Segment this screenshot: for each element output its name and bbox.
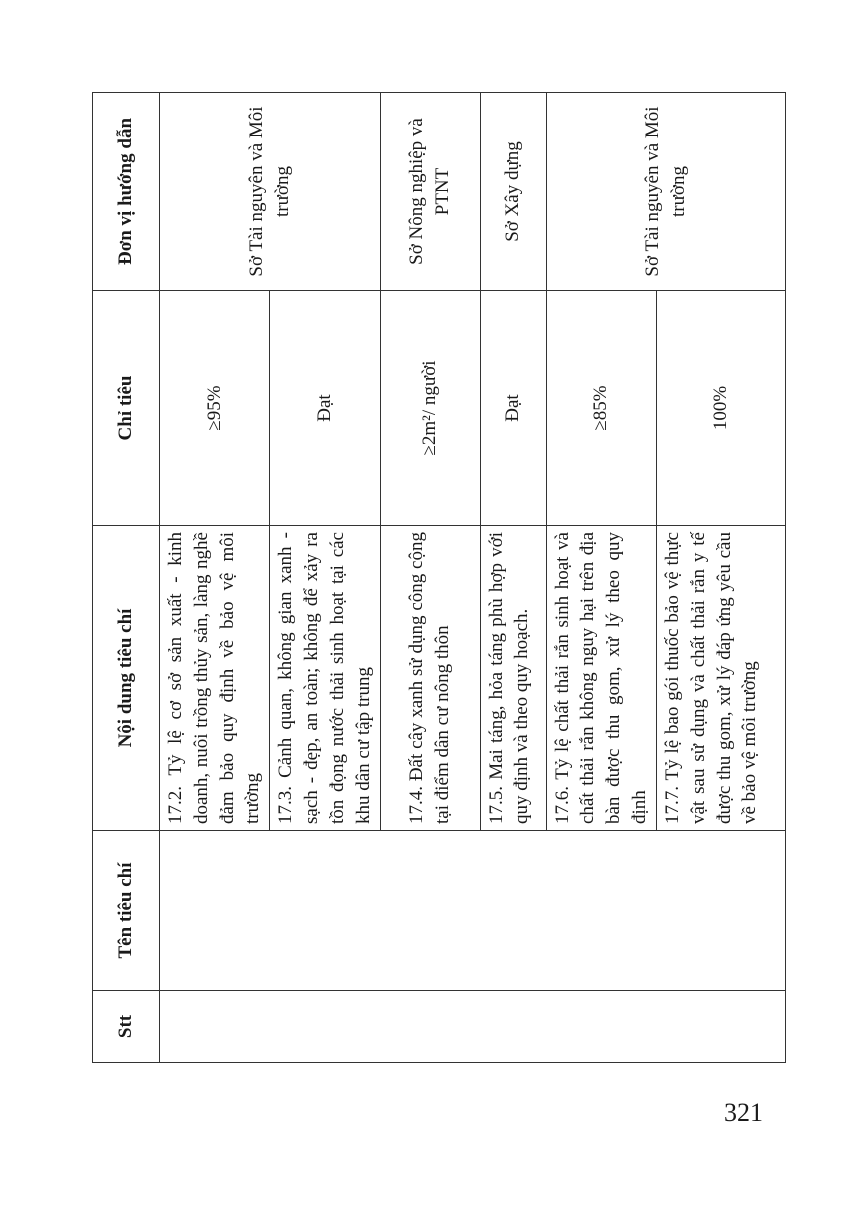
target-cell: ≥2m²/ người <box>380 291 480 526</box>
unit-cell: Sở Nông nghiệp và PTNT <box>380 93 480 291</box>
target-cell: ≥85% <box>546 291 656 526</box>
content-cell: 17.5. Mai táng, hỏa táng phù hợp với quy định và theo quy hoạch. <box>480 526 546 831</box>
unit-cell: Sở Tài nguyên và Môi trường <box>160 93 381 291</box>
header-criteria-content: Nội dung tiêu chí <box>93 526 160 831</box>
rotated-table-area <box>92 93 761 1063</box>
header-target: Chỉ tiêu <box>93 291 160 526</box>
table-row <box>160 93 270 1063</box>
stt-cell <box>160 991 786 1063</box>
target-cell: ≥95% <box>160 291 270 526</box>
content-cell: 17.6. Tỷ lệ chất thải rắn sinh hoạt và chất thải rắn không nguy hại trên địa bàn được thu gom, xử lý theo quy định <box>546 526 656 831</box>
page-number: 321 <box>724 1098 763 1127</box>
unit-cell: Sở Xây dựng <box>480 93 546 291</box>
criteria-name-cell <box>160 831 786 991</box>
header-guiding-unit: Đơn vị hướng dẫn <box>93 93 160 291</box>
target-cell: 100% <box>656 291 785 526</box>
target-cell: Đạt <box>270 291 380 526</box>
header-criteria-name: Tên tiêu chí <box>93 831 160 991</box>
content-cell: 17.3. Cảnh quan, không gian xanh - sạch - đẹp, an toàn; không để xảy ra tồn đọng nước thải sinh hoạt tại các khu dân cư tập trung <box>270 526 380 831</box>
target-cell: Đạt <box>480 291 546 526</box>
header-row <box>93 93 160 1063</box>
content-cell: 17.2. Tỷ lệ cơ sở sản xuất - kinh doanh, nuôi trồng thủy sản, làng nghề đảm bảo quy định về bảo vệ môi trường <box>160 526 270 831</box>
unit-cell: Sở Tài nguyên và Môi trường <box>546 93 785 291</box>
content-cell: 17.7. Tỷ lệ bao gói thuốc bảo vệ thực vật sau sử dụng và chất thải rắn y tế được thu gom, xử lý đáp ứng yêu cầu về bảo vệ môi trường <box>656 526 785 831</box>
header-stt: Stt <box>93 991 160 1063</box>
criteria-table <box>92 92 786 1063</box>
content-cell: 17.4. Đất cây xanh sử dụng công cộng tại điểm dân cư nông thôn <box>380 526 480 831</box>
